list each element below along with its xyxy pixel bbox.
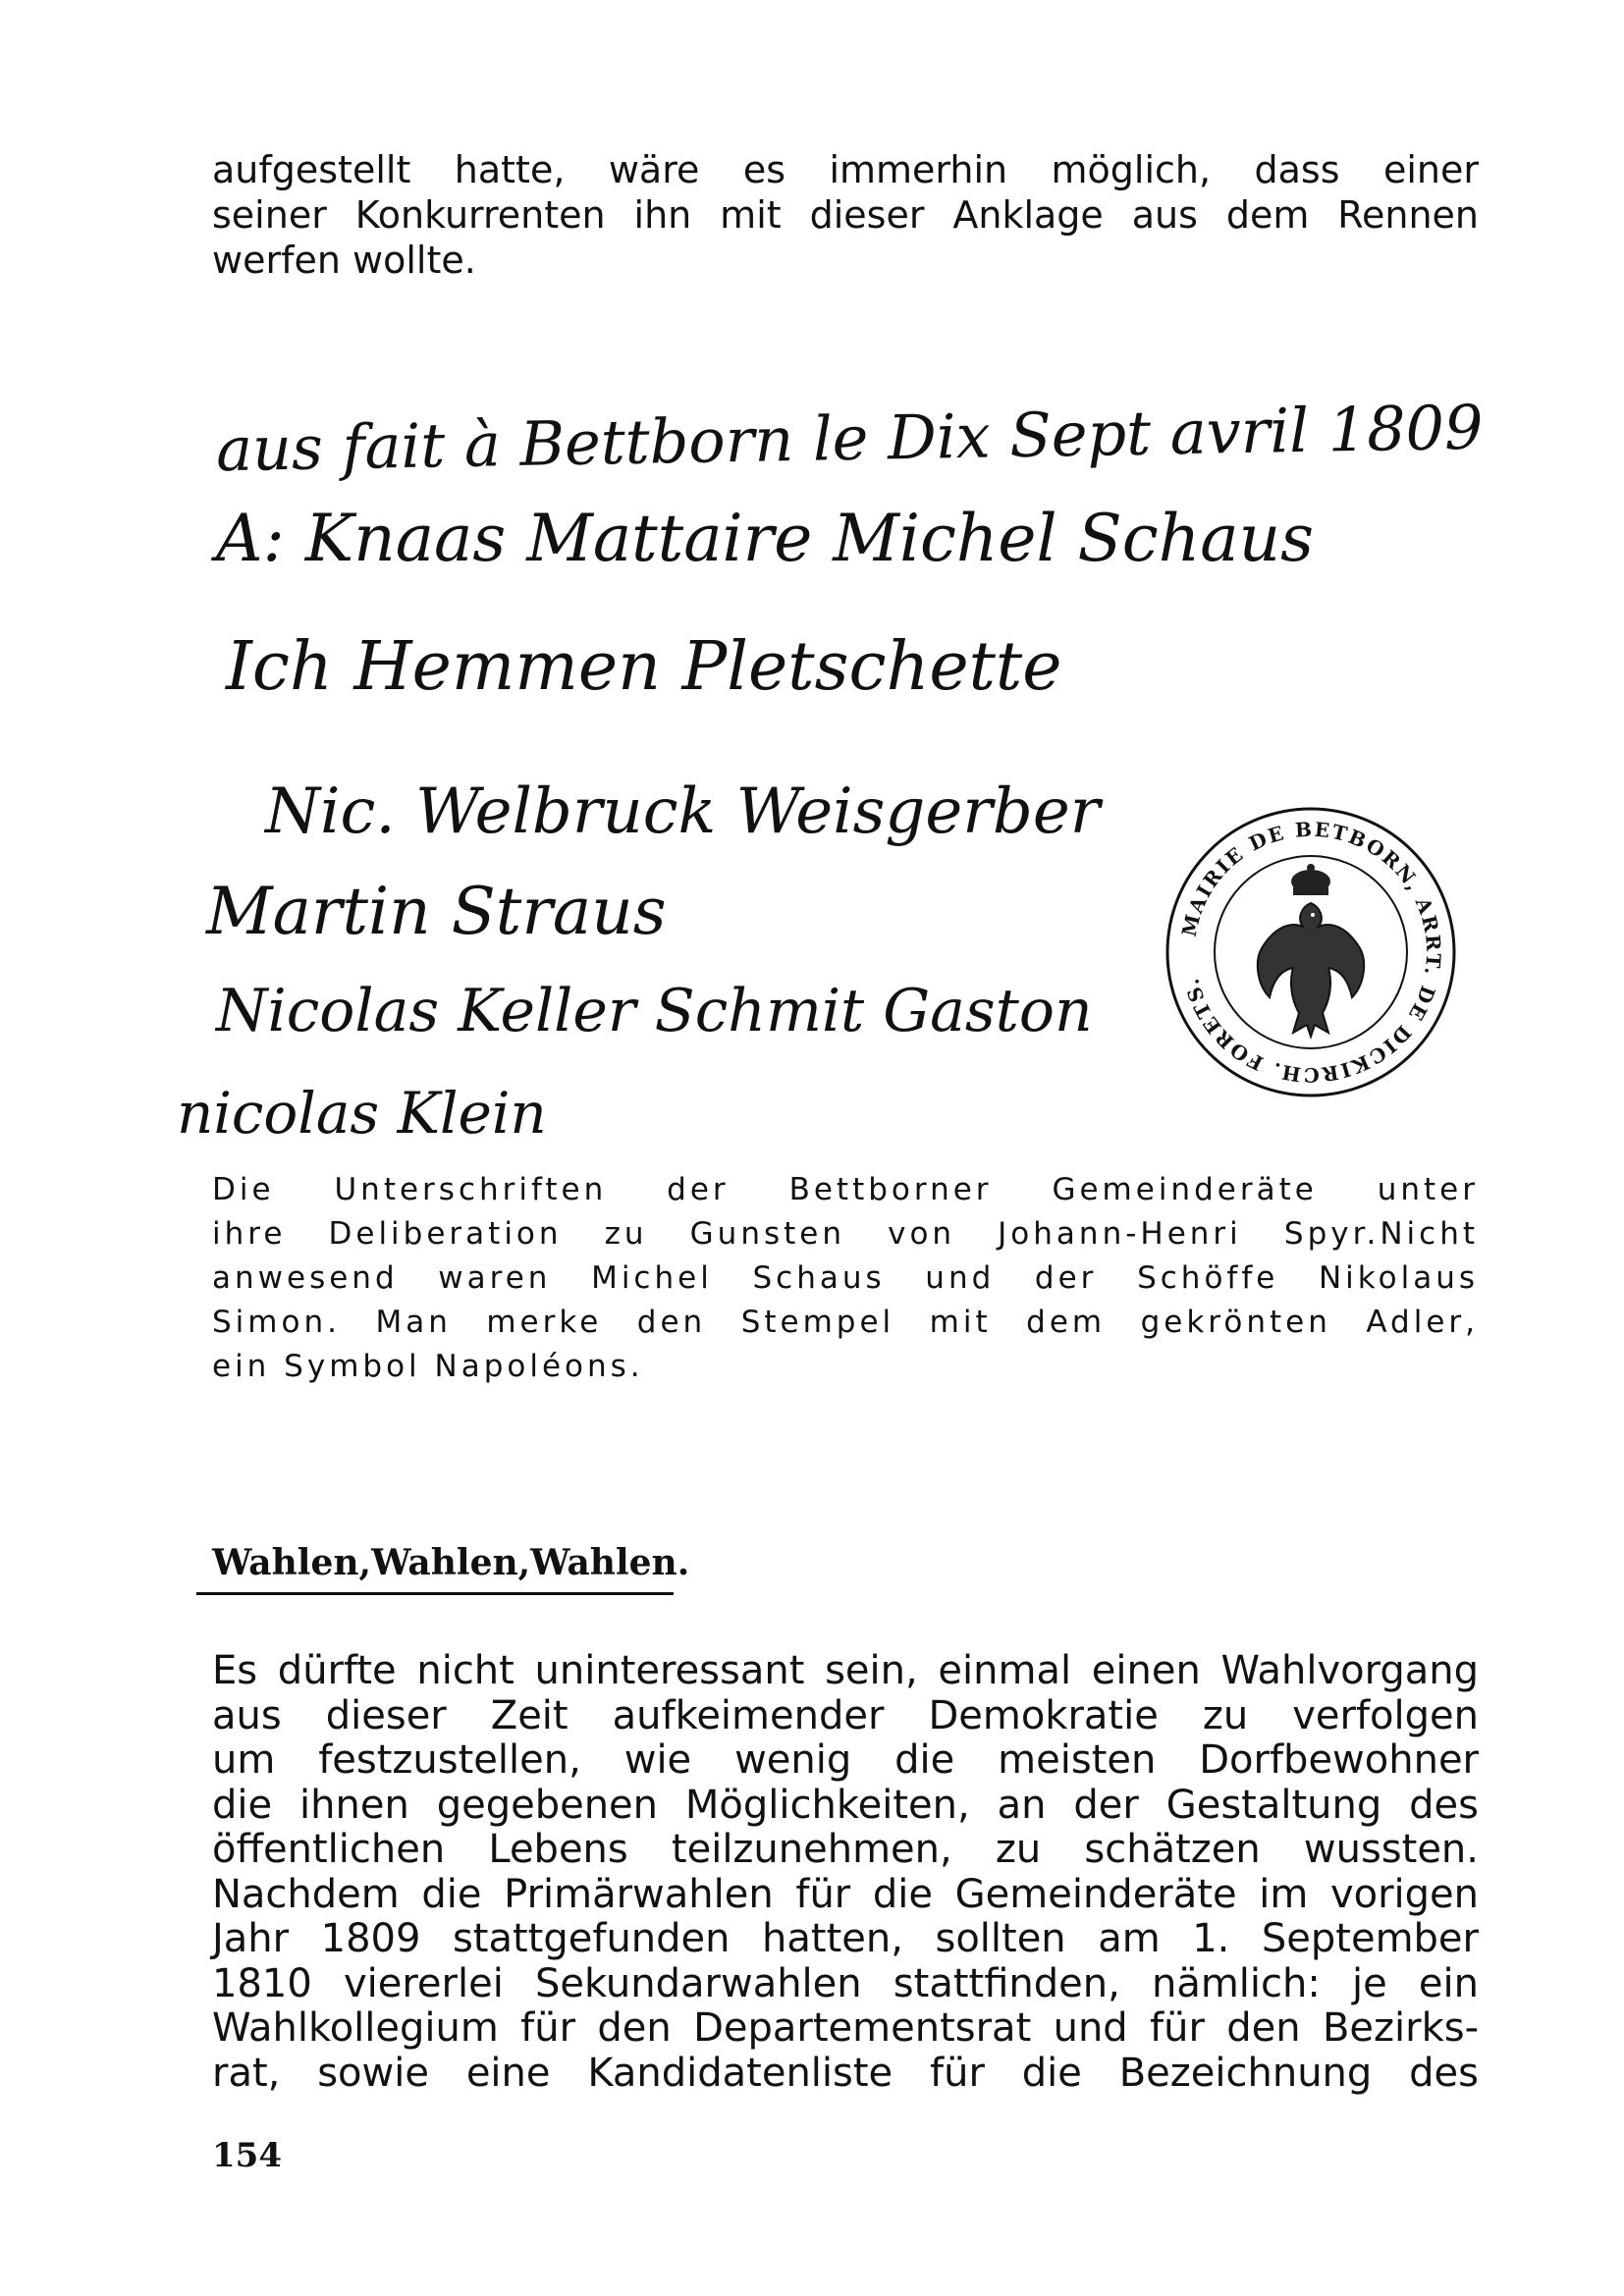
intro-line: aufgestellt hatte, wäre es immerhin möglich, dass einer: [212, 148, 1479, 191]
section-heading: Wahlen,Wahlen,Wahlen.: [212, 1542, 690, 1583]
body-line: die ihnen gegebenen Möglichkeiten, an der Gestaltung des: [212, 1782, 1479, 1828]
body-line: öffentlichen Lebens teilzunehmen, zu schätzen wussten.: [212, 1827, 1479, 1872]
seal-text: MAIRIE DE BETBORN, ARRT. DE DICKIRCH. FORETS.: [1176, 817, 1446, 1088]
heading-underline: [196, 1592, 674, 1595]
caption-line: Simon. Man merke den Stempel mit dem gekrönten Adler,: [212, 1305, 1479, 1340]
figure-caption: [212, 1168, 1479, 1389]
signature-line: Nicolas Keller Schmit Gaston: [216, 977, 1093, 1045]
signature-line: Nic. Welbruck Weisgerber: [265, 775, 1101, 848]
body-line: aus dieser Zeit aufkeimender Demokratie zu verfolgen: [212, 1692, 1479, 1738]
body-line: um festzustellen, wie wenig die meisten Dorfbewohner: [212, 1737, 1479, 1783]
body-line: 1810 viererlei Sekundarwahlen stattfinden, nämlich: je ein: [212, 1960, 1479, 2006]
intro-line: werfen wollte.: [212, 239, 476, 282]
intro-line: seiner Konkurrenten ihn mit dieser Anklage aus dem Rennen: [212, 193, 1479, 237]
body-line: Es dürfte nicht uninteressant sein, einmal einen Wahlvorgang: [212, 1648, 1479, 1693]
signature-line: Ich Hemmen Pletschette: [226, 628, 1062, 706]
caption-line: ihre Deliberation zu Gunsten von Johann-Henri Spyr.Nicht: [212, 1216, 1479, 1252]
signature-line: Martin Straus: [206, 874, 667, 949]
caption-line: ein Symbol Napoléons.: [212, 1349, 644, 1384]
body-line: Wahlkollegium für den Departementsrat und für den Bezirks-: [212, 2005, 1479, 2051]
body-line: rat, sowie eine Kandidatenliste für die Bezeichnung des: [212, 2050, 1479, 2096]
body-line: Nachdem die Primärwahlen für die Gemeinderäte im vorigen: [212, 1871, 1479, 1917]
intro-paragraph: [212, 147, 1479, 283]
body-line: Jahr 1809 stattgefunden hatten, sollten am 1. September: [212, 1916, 1479, 1961]
caption-line: anwesend waren Michel Schaus und der Schöffe Nikolaus: [212, 1260, 1479, 1296]
crown-icon: [1291, 864, 1330, 895]
mairie-eagle-seal: [1164, 805, 1458, 1099]
page-number: 154: [212, 2136, 282, 2175]
caption-line: Die Unterschriften der Bettborner Gemeinderäte unter: [212, 1172, 1479, 1207]
eagle-icon: [1258, 903, 1364, 1037]
signature-line: aus fait à Bettborn le Dix Sept avril 1809: [215, 391, 1485, 486]
signature-line: nicolas Klein: [177, 1080, 547, 1147]
signature-line: A: Knaas Mattaire Michel Schaus: [216, 501, 1314, 576]
body-paragraph: [212, 1649, 1479, 2096]
